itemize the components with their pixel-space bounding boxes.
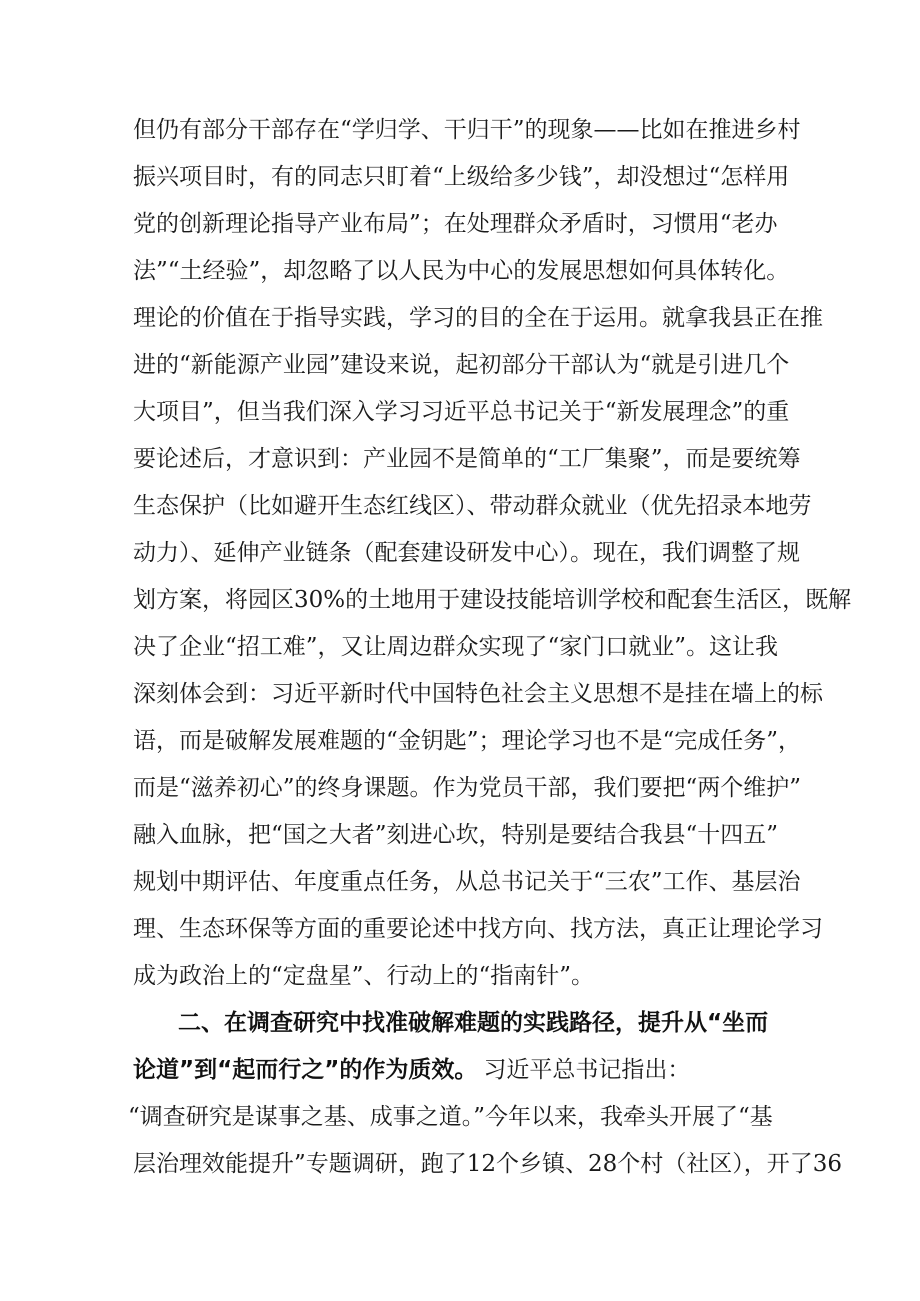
body-line-6: 进的“新能源产业园”建设来说，起初部分干部认为“就是引进几个 (133, 352, 790, 378)
body-line-1: 但仍有部分干部存在“学归学、干归干”的现象——比如在推进乡村 (133, 117, 801, 143)
body-line-7: 大项目”，但当我们深入学习习近平总书记关于“新发展理念”的重 (133, 399, 790, 425)
body-line-11: 划方案，将园区30%的土地用于建设技能培训学校和配套生活区，既解 (133, 587, 852, 613)
body-line-5: 理论的价值在于指导实践，学习的目的全在于运用。就拿我县正在推 (133, 305, 823, 331)
body-line-4: 法”“土经验”，却忽略了以人民为中心的发展思想如何具体转化。 (133, 258, 790, 284)
body-line-20: “调查研究是谋事之基、成事之道。”今年以来，我牵头开展了“基 (128, 1104, 773, 1130)
body-line-19: 成为政治上的“定盘星”、行动上的“指南针”。 (133, 963, 595, 989)
body-line-13: 深刻体会到：习近平新时代中国特色社会主义思想不是挂在墙上的标 (133, 681, 823, 707)
section-heading-continuation: 习近平总书记指出： (483, 1057, 691, 1083)
body-line-3: 党的创新理论指导产业布局”；在处理群众矛盾时，习惯用“老办 (133, 211, 778, 237)
body-line-15: 而是“滋养初心”的终身课题。作为党员干部，我们要把“两个维护” (133, 775, 802, 801)
body-line-12: 决了企业“招工难”，又让周边群众实现了“家门口就业”。这让我 (133, 634, 779, 660)
body-line-8: 要论述后，才意识到：产业园不是简单的“工厂集聚”，而是要统筹 (133, 446, 801, 472)
body-line-16: 融入血脉，把“国之大者”刻进心坎，特别是要结合我县“十四五” (133, 822, 779, 848)
body-line-18: 理、生态环保等方面的重要论述中找方向、找方法，真正让理论学习 (133, 916, 823, 942)
body-line-14: 语，而是破解发展难题的“金钥匙”；理论学习也不是“完成任务”， (133, 728, 802, 754)
section-heading-line-1: 二、在调查研究中找准破解难题的实践路径，提升从“坐而 (178, 1010, 769, 1036)
body-line-10: 动力）、延伸产业链条（配套建设研发中心）。现在，我们调整了规 (133, 540, 800, 566)
section-heading-line-2: 论道”到“起而行之”的作为质效。 (133, 1057, 478, 1083)
body-line-17: 规划中期评估、年度重点任务，从总书记关于“三农”工作、基层治 (133, 869, 801, 895)
body-line-2: 振兴项目时，有的同志只盯着“上级给多少钱”，却没想过“怎样用 (133, 164, 790, 190)
body-line-9: 生态保护（比如避开生态红线区）、带动群众就业（优先招录本地劳 (133, 493, 812, 519)
body-line-21: 层治理效能提升”专题调研，跑了12个乡镇、28个村（社区），开了36 (133, 1151, 843, 1177)
